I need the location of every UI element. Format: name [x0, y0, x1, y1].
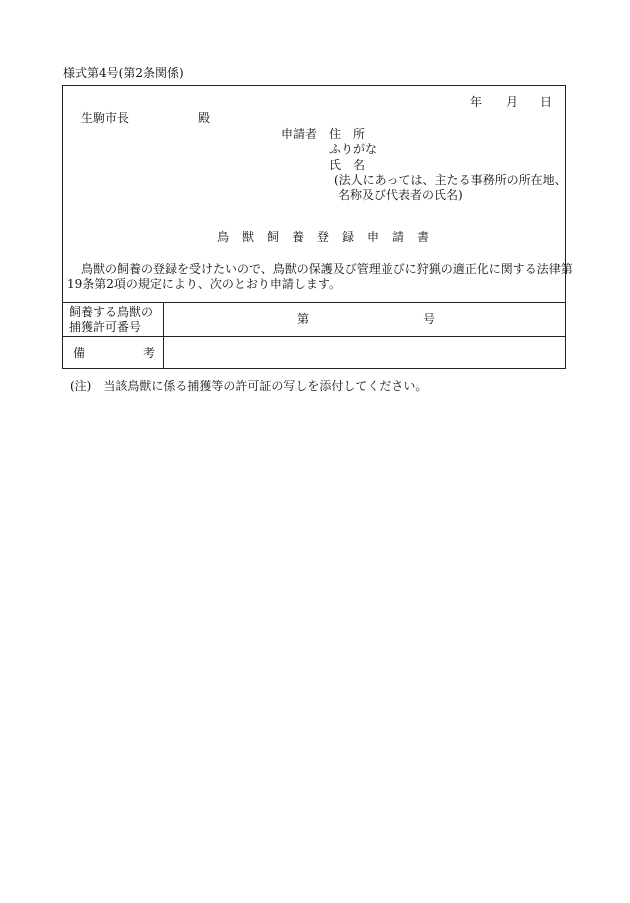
- permit-number-label-line2: 捕獲許可番号: [69, 320, 142, 334]
- body-text-line2: 19条第2項の規定により、次のとおり申請します。: [67, 277, 341, 291]
- document-title: 鳥獣飼養登録申請書: [217, 230, 443, 244]
- corporate-note-line1: (法人にあっては、主たる事務所の所在地、: [334, 173, 567, 187]
- name-label: 氏 名: [329, 158, 366, 172]
- furigana-label: ふりがな: [329, 142, 378, 156]
- permit-number-label-line1: 飼養する鳥獣の: [69, 305, 154, 319]
- address-label: 住 所: [329, 127, 366, 141]
- addressee-name: 生駒市長: [81, 111, 130, 125]
- table-middle-rule: [63, 336, 565, 337]
- body-text-line1: 鳥獣の飼養の登録を受けたいので、鳥獣の保護及び管理並びに狩猟の適正化に関する法律第: [81, 262, 573, 276]
- application-form-box: [62, 85, 573, 369]
- date-day: 日: [540, 95, 553, 109]
- permit-number-prefix: 第: [297, 312, 310, 326]
- permit-number-suffix: 号: [423, 312, 436, 326]
- date-year: 年: [470, 95, 483, 109]
- date-month: 月: [506, 95, 519, 109]
- remarks-label: 備考: [73, 346, 214, 360]
- footnote: (注) 当該鳥獣に係る捕獲等の許可証の写しを添付してください。: [70, 379, 428, 393]
- applicant-label: 申請者: [281, 127, 318, 141]
- addressee-honorific: 殿: [198, 111, 211, 125]
- form-number: 様式第4号(第2条関係): [63, 66, 184, 80]
- table-top-rule: [63, 302, 565, 303]
- corporate-note-line2: 名称及び代表者の氏名): [338, 188, 463, 202]
